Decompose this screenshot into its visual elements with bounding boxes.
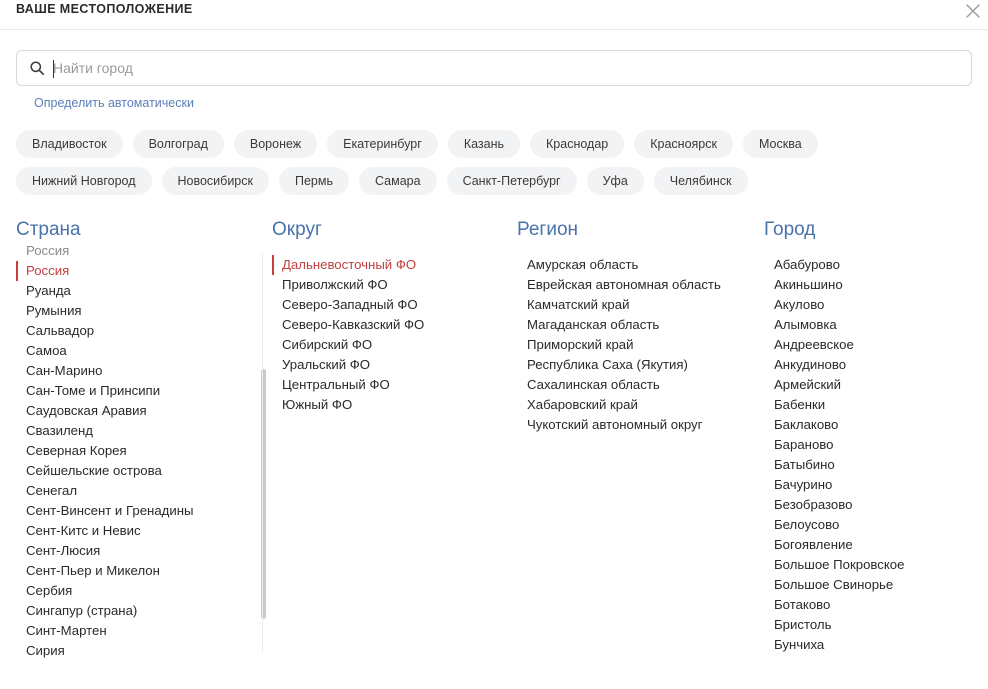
list-item[interactable]: Республика Саха (Якутия) — [527, 357, 688, 372]
list-item[interactable]: Хабаровский край — [527, 397, 638, 412]
chip-city[interactable]: Уфа — [587, 167, 644, 195]
list-item[interactable]: Сент-Китс и Невис — [26, 523, 141, 538]
column-country — [16, 219, 262, 659]
chip-city[interactable]: Москва — [743, 130, 818, 158]
chip-city[interactable]: Новосибирск — [162, 167, 269, 195]
list-item[interactable]: Румыния — [26, 303, 82, 318]
list-item[interactable]: Синт-Мартен — [26, 623, 107, 638]
list-item[interactable]: Сахалинская область — [527, 377, 660, 392]
dialog-header — [0, 0, 988, 30]
list-item[interactable]: Акулово — [774, 297, 825, 312]
list-item[interactable]: Центральный ФО — [282, 377, 390, 392]
chip-city[interactable]: Челябинск — [654, 167, 748, 195]
close-icon[interactable] — [962, 0, 984, 22]
list-item[interactable]: Безобразово — [774, 497, 853, 512]
list-item[interactable]: Саудовская Аравия — [26, 403, 147, 418]
list-item[interactable]: Сирия — [26, 643, 65, 658]
city-list[interactable] — [764, 255, 984, 657]
list-item[interactable]: Южный ФО — [282, 397, 353, 412]
column-divider — [262, 253, 263, 653]
list-item[interactable]: Приволжский ФО — [282, 277, 388, 292]
column-city — [754, 219, 984, 659]
list-item[interactable]: Богоявление — [774, 537, 853, 552]
region-list[interactable] — [517, 255, 754, 657]
search-icon — [29, 60, 45, 76]
chip-city[interactable]: Нижний Новгород — [16, 167, 152, 195]
list-item[interactable]: Бараново — [774, 437, 834, 452]
list-item[interactable]: Северо-Кавказский ФО — [282, 317, 425, 332]
column-title-district: Округ — [272, 219, 322, 240]
list-item[interactable]: Уральский ФО — [282, 357, 371, 372]
chip-city[interactable]: Воронеж — [234, 130, 317, 158]
list-item[interactable]: Сейшельские острова — [26, 463, 162, 478]
list-item[interactable]: Бабенки — [774, 397, 826, 412]
list-item[interactable]: Чукотский автономный округ — [527, 417, 703, 432]
chip-city[interactable]: Волгоград — [133, 130, 224, 158]
popular-cities-chips — [0, 112, 880, 195]
search-input[interactable] — [53, 51, 971, 85]
list-item[interactable]: Северо-Западный ФО — [282, 297, 418, 312]
list-item[interactable]: Анкудиново — [774, 357, 847, 372]
list-item[interactable]: Сан-Марино — [26, 363, 103, 378]
search-box[interactable] — [16, 50, 972, 86]
column-title-country: Страна — [16, 219, 81, 240]
list-item[interactable]: Бунчиха — [774, 637, 825, 652]
chip-city[interactable]: Краснодар — [530, 130, 624, 158]
list-item[interactable]: Дальневосточный ФО — [272, 255, 509, 275]
district-list[interactable] — [272, 255, 509, 657]
list-item[interactable]: Андреевское — [774, 337, 854, 352]
chip-city[interactable]: Красноярск — [634, 130, 733, 158]
list-item[interactable]: Сан-Томе и Принсипи — [26, 383, 161, 398]
list-item[interactable]: Белоусово — [774, 517, 840, 532]
chip-city[interactable]: Владивосток — [16, 130, 123, 158]
list-item[interactable]: Большое Покровское — [774, 557, 905, 572]
location-columns — [0, 219, 988, 659]
chip-city[interactable]: Екатеринбург — [327, 130, 438, 158]
page-title: ВАШЕ МЕСТОПОЛОЖЕНИЕ — [16, 2, 193, 16]
list-item[interactable]: Сент-Винсент и Гренадины — [26, 503, 194, 518]
list-item[interactable]: Самоа — [26, 343, 67, 358]
search-section — [0, 30, 988, 112]
list-item[interactable]: Магаданская область — [527, 317, 660, 332]
list-item[interactable]: Ботаково — [774, 597, 831, 612]
list-item[interactable]: Алымовка — [774, 317, 837, 332]
list-item[interactable]: Сибирский ФО — [282, 337, 373, 352]
column-region — [509, 219, 754, 659]
list-item[interactable]: Сербия — [26, 583, 73, 598]
list-item[interactable]: Руанда — [26, 283, 71, 298]
list-item[interactable]: Свазиленд — [26, 423, 93, 438]
list-item[interactable]: Сент-Люсия — [26, 543, 101, 558]
list-item[interactable]: Россия — [26, 243, 70, 258]
column-district — [262, 219, 509, 659]
chip-city[interactable]: Санкт-Петербург — [447, 167, 577, 195]
autodetect-link[interactable]: Определить автоматически — [34, 96, 194, 110]
list-item[interactable]: Северная Корея — [26, 443, 127, 458]
text-caret — [53, 60, 54, 78]
chip-city[interactable]: Самара — [359, 167, 437, 195]
list-item[interactable]: Большое Свинорье — [774, 577, 894, 592]
list-item[interactable]: Бачурино — [774, 477, 833, 492]
chip-city[interactable]: Пермь — [279, 167, 349, 195]
list-item[interactable]: Сальвадор — [26, 323, 95, 338]
list-item[interactable]: Сенегал — [26, 483, 78, 498]
list-item[interactable]: Бристоль — [774, 617, 832, 632]
list-item[interactable]: Сингапур (страна) — [26, 603, 138, 618]
list-item[interactable]: Акиньшино — [774, 277, 843, 292]
column-title-city: Город — [764, 219, 816, 240]
country-list[interactable] — [16, 241, 262, 658]
list-item[interactable]: Абабурово — [774, 257, 840, 272]
column-title-region: Регион — [517, 219, 579, 240]
list-item[interactable]: Камчатский край — [527, 297, 630, 312]
list-item[interactable]: Армейский — [774, 377, 841, 392]
chip-city[interactable]: Казань — [448, 130, 520, 158]
list-item[interactable]: Сент-Пьер и Микелон — [26, 563, 160, 578]
list-item[interactable]: Приморский край — [527, 337, 634, 352]
list-item[interactable]: Батыбино — [774, 457, 835, 472]
list-item[interactable]: Россия — [16, 261, 262, 281]
list-item[interactable]: Еврейская автономная область — [527, 277, 721, 292]
list-item[interactable]: Баклаково — [774, 417, 839, 432]
list-item[interactable]: Амурская область — [527, 257, 639, 272]
